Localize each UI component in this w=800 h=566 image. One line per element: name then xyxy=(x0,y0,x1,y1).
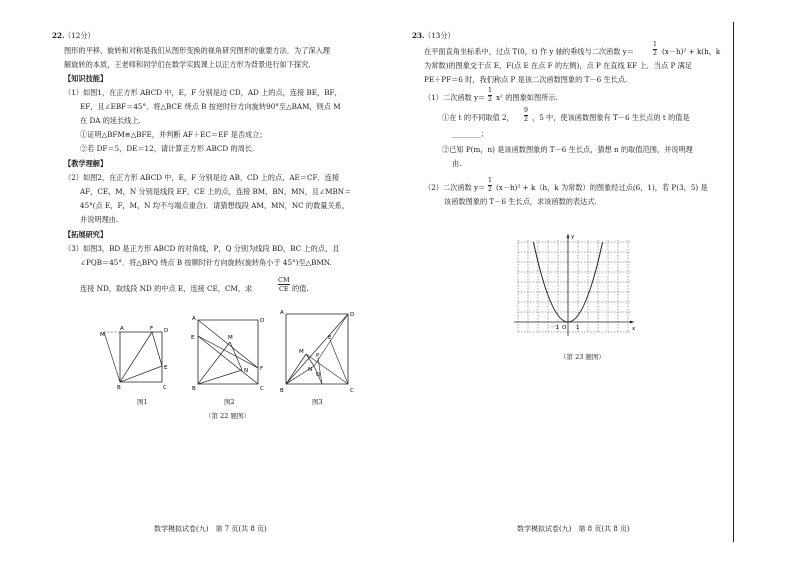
fraction-denominator: 2 xyxy=(488,95,492,103)
half-fraction-intro xyxy=(653,41,657,57)
right-page xyxy=(400,0,800,566)
section-teaching: 【教学理解】 xyxy=(64,159,108,168)
q22-p3-line-3-end: 的值. xyxy=(292,284,309,293)
svg-text:E: E xyxy=(191,335,195,341)
figure-2-label: 图2 xyxy=(224,398,235,406)
graph-origin-label: O xyxy=(562,325,567,331)
q23-p2-line-2: 该函数图象的 T－6 生长点，求该函数的表达式. xyxy=(444,197,597,206)
q23-number: 23. xyxy=(412,31,425,40)
svg-text:A: A xyxy=(192,316,196,322)
q22-p3-line-3: 连接 ND，取线段 ND 的中点 E，连接 CE，CM，求 xyxy=(80,284,253,293)
q22-p2-line-2: AF，CE，M，N 分别是线段 EF，CE 上的点，连接 BM，BN，MN，且∠MBN＝ xyxy=(80,187,352,196)
q23-figure-caption: （第 23 题图） xyxy=(560,353,605,361)
graph-neg1-label: －1 xyxy=(550,325,559,331)
svg-text:C: C xyxy=(163,385,167,391)
q23-p2-a: （2）二次函数 y＝ xyxy=(424,183,486,192)
parabola-graph xyxy=(510,230,640,346)
q22-p1-line-3: 在 DA 的延长线上. xyxy=(80,116,141,125)
svg-text:F: F xyxy=(150,326,154,332)
svg-text:E: E xyxy=(164,365,168,371)
q23-p1-b: x² 的图象如图所示. xyxy=(496,93,558,102)
svg-text:D: D xyxy=(350,312,355,318)
q22-p1-sub-1: ①证明△BFM≌△BFE，并判断 AF＋EC＝EF 是否成立； xyxy=(80,130,267,139)
page-edge-line xyxy=(733,22,734,542)
svg-text:B: B xyxy=(117,385,121,391)
fraction-denominator: 2 xyxy=(524,115,528,123)
fraction-numerator: 1 xyxy=(488,87,492,94)
figure-1-label: 图1 xyxy=(137,398,148,406)
figure-1 xyxy=(100,322,180,392)
svg-text:C: C xyxy=(260,386,264,392)
q22-p2-line-1: （2）如图2，在正方形 ABCD 中，E，F 分别是边 AB，CD 上的点，AE＝CF．连接 xyxy=(64,173,340,182)
fraction-numerator: 9 xyxy=(524,107,528,114)
q23-intro-line-2: 为常数)的图象交于点 E，F(点 E 在点 F 的左侧)，点 P 在直线 EF 上．当点 P 满足 xyxy=(424,61,692,70)
svg-text:M: M xyxy=(100,332,105,338)
q23-p1-a: （1）二次函数 y＝ xyxy=(424,93,486,102)
q23-intro-line-1b: (x－h)² + k(h，k xyxy=(662,47,721,56)
svg-text:D: D xyxy=(164,328,169,334)
q22-p1-sub-2: ②若 DF＝5，DE＝12，请计算正方形 ABCD 的周长. xyxy=(80,144,255,153)
q22-figure-caption: （第 22 题图） xyxy=(205,412,250,420)
right-page-footer: 数学模拟试卷(九) 第 8 页(共 8 页) xyxy=(517,525,630,533)
graph-y-label: y xyxy=(571,234,575,240)
fraction-numerator: 1 xyxy=(653,41,657,48)
svg-text:D: D xyxy=(260,318,265,324)
fraction-denominator: CE xyxy=(278,285,289,293)
q22-intro-line-2: 解旋转的本质，王老师和同学们在数学实践课上以正方形为背景进行如下探究. xyxy=(64,60,311,69)
q23-intro-line-1a: 在平面直角坐标系中，过点 T(0，t) 作 y 轴的垂线与二次函数 y＝ xyxy=(424,47,634,56)
fraction-numerator: 1 xyxy=(488,177,492,184)
svg-text:P: P xyxy=(316,353,320,359)
q23-p1-sub1-a: ①在 t 的不同取值 2， xyxy=(442,113,514,122)
figure-2 xyxy=(190,312,270,392)
q22-p2-line-3: 45°(点 E，F，M，N 均不与端点重合)．请猜想线段 AM，MN，NC 的数量关系， xyxy=(80,201,350,210)
svg-text:N: N xyxy=(244,368,249,374)
q22-p1-line-1: （1）如图1，在正方形 ABCD 中，E，F 分别是边 CD，AD 上的点，连接 BE，BF， xyxy=(64,88,342,97)
half-fraction-p2 xyxy=(488,177,492,193)
section-knowledge: 【知识技能】 xyxy=(64,74,108,83)
svg-text:A: A xyxy=(280,310,284,316)
q22-p1-line-2: EF，且∠EBF＝45°．将△BCE 绕点 B 按逆时针方向旋转90°至△BAM，则点 M xyxy=(80,102,341,111)
half-fraction-p1 xyxy=(488,87,492,103)
q22-score: （12分） xyxy=(64,31,95,40)
svg-text:M: M xyxy=(228,335,233,341)
q22-number: 22. xyxy=(52,31,65,40)
q23-p1-sub1-b: ，5 中，使该函数图象有 T－6 生长点的 t 的值是 xyxy=(532,113,690,122)
svg-text:N: N xyxy=(308,367,313,373)
cm-over-ce-fraction xyxy=(278,276,290,293)
svg-text:E: E xyxy=(328,335,332,341)
svg-text:Q: Q xyxy=(316,372,321,378)
svg-text:C: C xyxy=(350,388,354,394)
q22-p3-line-2: ∠PQB＝45°．将△BPQ 绕点 B 按顺时针方向旋转(旋转角小于 45°)至△BMN. xyxy=(80,258,332,267)
q23-p1-sub2-line-1: ②已知 P(m，n) 是该函数图象的 T－6 生长点，猜想 n 的取值范围，并说明理 xyxy=(442,145,693,154)
q23-intro-line-3: PE＋PF＝6 时，我们称点 P 是该二次函数图象的 T－6 生长点. xyxy=(424,75,628,84)
q23-p1-sub2-line-2: 由. xyxy=(452,159,462,168)
fraction-numerator: CM xyxy=(278,276,290,284)
q23-p1-blank: ________； xyxy=(452,129,488,138)
q22-p3-line-1: （3）如图3，BD 是正方形 ABCD 的对角线，P，Q 分别为线段 BD，BC 上的点，且 xyxy=(64,244,340,253)
fraction-denominator: 2 xyxy=(488,185,492,193)
svg-text:M: M xyxy=(299,349,304,355)
q23-score: （13分） xyxy=(424,31,455,40)
svg-text:B: B xyxy=(280,388,284,394)
q22-p2-line-4: 并说明理由. xyxy=(80,215,119,224)
figure-3 xyxy=(278,306,358,394)
svg-text:B: B xyxy=(192,386,196,392)
left-page-footer: 数学模拟试卷(九) 第 7 页(共 8 页) xyxy=(154,525,267,533)
figure-3-label: 图3 xyxy=(312,398,323,406)
graph-pos1-label: 1 xyxy=(576,325,580,331)
nine-halves-fraction xyxy=(524,107,528,123)
fraction-denominator: 2 xyxy=(653,49,657,57)
q23-p2-b: (x－h)² + k（h，k 为常数）的图象经过点(6，1)，若 P(3，5) 是 xyxy=(496,183,708,192)
svg-text:F: F xyxy=(260,366,264,372)
section-extension: 【拓展研究】 xyxy=(64,230,108,239)
q22-intro-line-1: 图形的平移、旋转和对称是我们从图形变换的视角研究图形的重要方法．为了深入理 xyxy=(64,46,330,55)
graph-x-label: x xyxy=(632,326,636,332)
svg-text:A: A xyxy=(120,326,124,332)
